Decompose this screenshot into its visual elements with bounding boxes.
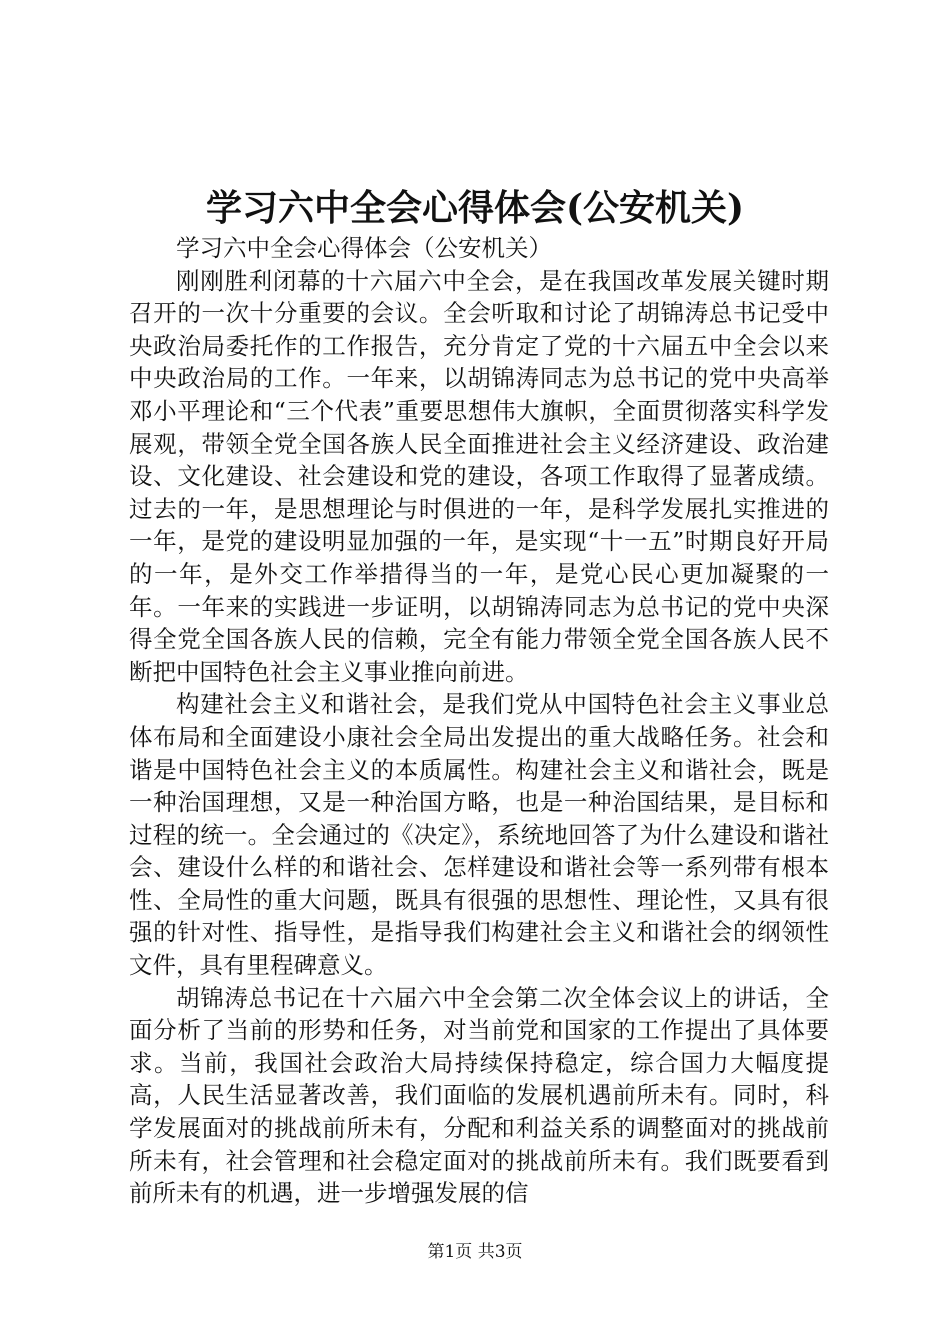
- document-title: 学习六中全会心得体会(公安机关): [205, 187, 745, 229]
- body-paragraph-1: 刚刚胜利闭幕的十六届六中全会，是在我国改革发展关键时期召开的一次十分重要的会议。全会听取和讨论了胡锦涛总书记受中央政治局委托作的工作报告，充分肯定了党的十六届五中全会以来中央政治局的工作。一年来，以胡锦涛同志为总书记的党中央高举邓小平理论和“三个代表”重要思想伟大旗帜，全面贯彻落实科学发展观，带领全党全国各族人民全面推进社会主义经济建设、政治建设、文化建设、社会建设和党的建设，各项工作取得了显著成绩。过去的一年，是思想理论与时俱进的一年，是科学发展扎实推进的一年，是党的建设明显加强的一年，是实现“十一五”时期良好开局的一年，是外交工作举措得当的一年，是党心民心更加凝聚的一年。一年来的实践进一步证明，以胡锦涛同志为总书记的党中央深得全党全国各族人民的信赖，完全有能力带领全党全国各族人民不断把中国特色社会主义事业推向前进。: [129, 266, 829, 686]
- document-body: [129, 232, 829, 1210]
- body-paragraph-2: 构建社会主义和谐社会，是我们党从中国特色社会主义事业总体布局和全面建设小康社会全局出发提出的重大战略任务。社会和谐是中国特色社会主义的本质属性。构建社会主义和谐社会，既是一种治国理想，又是一种治国方略，也是一种治国结果，是目标和过程的统一。全会通过的《决定》，系统地回答了为什么建设和谐社会、建设什么样的和谐社会、怎样建设和谐社会等一系列带有根本性、全局性的重大问题，既具有很强的思想性、理论性，又具有很强的针对性、指导性，是指导我们构建社会主义和谐社会的纲领性文件，具有里程碑意义。: [129, 690, 829, 980]
- subtitle-paragraph: 学习六中全会心得体会（公安机关）: [176, 234, 552, 262]
- body-paragraph-3: 胡锦涛总书记在十六届六中全会第二次全体会议上的讲话，全面分析了当前的形势和任务，对当前党和国家的工作提出了具体要求。当前，我国社会政治大局持续保持稳定，综合国力大幅度提高，人民生活显著改善，我们面临的发展机遇前所未有。同时，科学发展面对的挑战前所未有，分配和利益关系的调整面对的挑战前所未有，社会管理和社会稳定面对的挑战前所未有。我们既要看到前所未有的机遇，进一步增强发展的信: [129, 983, 829, 1208]
- page-number-footer: 第1页 共3页: [427, 1242, 523, 1262]
